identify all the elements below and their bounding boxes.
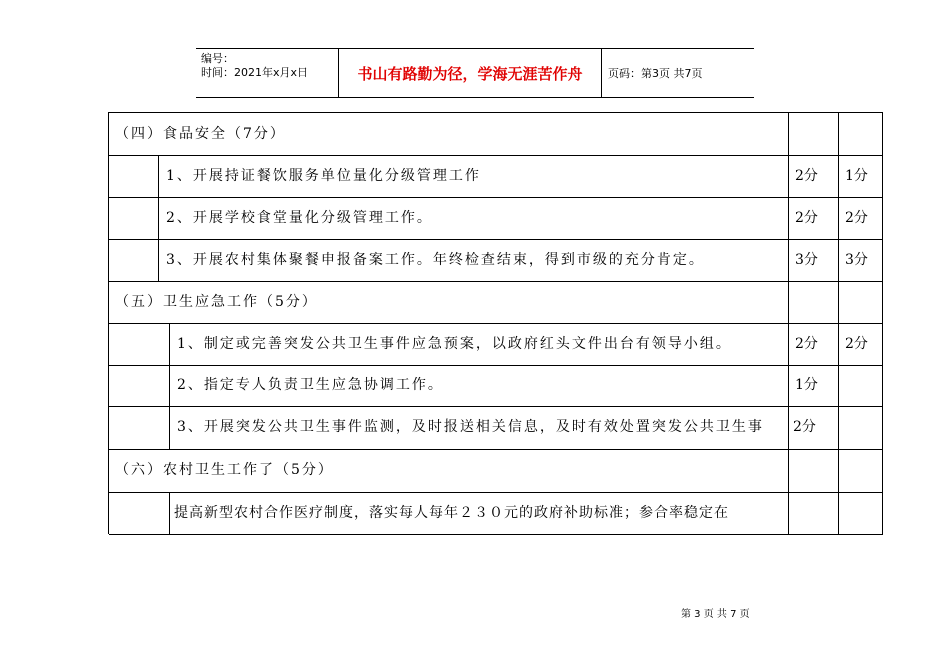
score-cell — [839, 449, 883, 492]
item-text: 1、开展持证餐饮服务单位量化分级管理工作 — [166, 168, 481, 184]
table-row — [109, 239, 883, 282]
section-row — [109, 281, 883, 324]
indent-cell — [109, 239, 159, 281]
section-title: （五）卫生应急工作（5分） — [115, 294, 318, 310]
indent-cell — [109, 492, 170, 534]
page-header — [196, 48, 754, 98]
scoring-table — [108, 112, 883, 534]
doc-number: 编号： — [201, 52, 234, 65]
header-page-number: 页码：第3页 共7页 — [608, 67, 703, 80]
score-value: 2分 — [795, 168, 818, 184]
table-row — [109, 365, 883, 407]
table-row — [109, 492, 883, 535]
indent-cell — [109, 323, 170, 365]
header-motto: 书山有路勤为径，学海无涯苦作舟 — [339, 49, 602, 97]
score-cell — [789, 113, 839, 155]
score-value: 1分 — [845, 168, 868, 184]
table-row — [109, 155, 883, 198]
header-info — [196, 49, 339, 97]
table-row — [109, 406, 883, 450]
score-cell — [839, 406, 883, 449]
item-text: 3、开展突发公共卫生事件监测，及时报送相关信息，及时有效处置突发公共卫生事 — [177, 419, 764, 435]
table-row — [109, 197, 883, 240]
score-cell — [839, 365, 883, 406]
score-value: 2分 — [793, 419, 816, 435]
indent-cell — [109, 365, 170, 406]
doc-time: 时间：2021年x月x日 — [201, 66, 309, 79]
item-text: 2、指定专人负责卫生应急协调工作。 — [177, 377, 444, 393]
section-title: （四）食品安全（7分） — [115, 126, 286, 142]
section-title: （六）农村卫生工作了（5分） — [115, 462, 334, 478]
score-value: 2分 — [845, 336, 868, 352]
score-cell — [789, 492, 839, 534]
score-cell — [789, 281, 839, 323]
page-footer: 第 3 页 共 7 页 — [681, 609, 750, 620]
score-value: 2分 — [845, 210, 868, 226]
item-text: 1、制定或完善突发公共卫生事件应急预案，以政府红头文件出台有领导小组。 — [177, 336, 732, 352]
item-text: 2、开展学校食堂量化分级管理工作。 — [166, 210, 433, 226]
section-row — [109, 113, 883, 156]
section-row — [109, 449, 883, 493]
score-value: 2分 — [795, 336, 818, 352]
score-value: 3分 — [795, 252, 818, 268]
indent-cell — [109, 155, 159, 197]
table-row — [109, 323, 883, 366]
score-value: 2分 — [795, 210, 818, 226]
item-text: 提高新型农村合作医疗制度，落实每人每年２３０元的政府补助标准；参合率稳定在 — [174, 505, 729, 521]
score-cell — [789, 449, 839, 492]
score-cell — [839, 113, 883, 155]
score-value: 1分 — [795, 377, 818, 393]
score-cell — [839, 492, 883, 534]
indent-cell — [109, 197, 159, 239]
score-value: 3分 — [845, 252, 868, 268]
score-cell — [839, 281, 883, 323]
item-text: 3、开展农村集体聚餐申报备案工作。年终检查结束，得到市级的充分肯定。 — [166, 252, 705, 268]
indent-cell — [109, 406, 170, 449]
